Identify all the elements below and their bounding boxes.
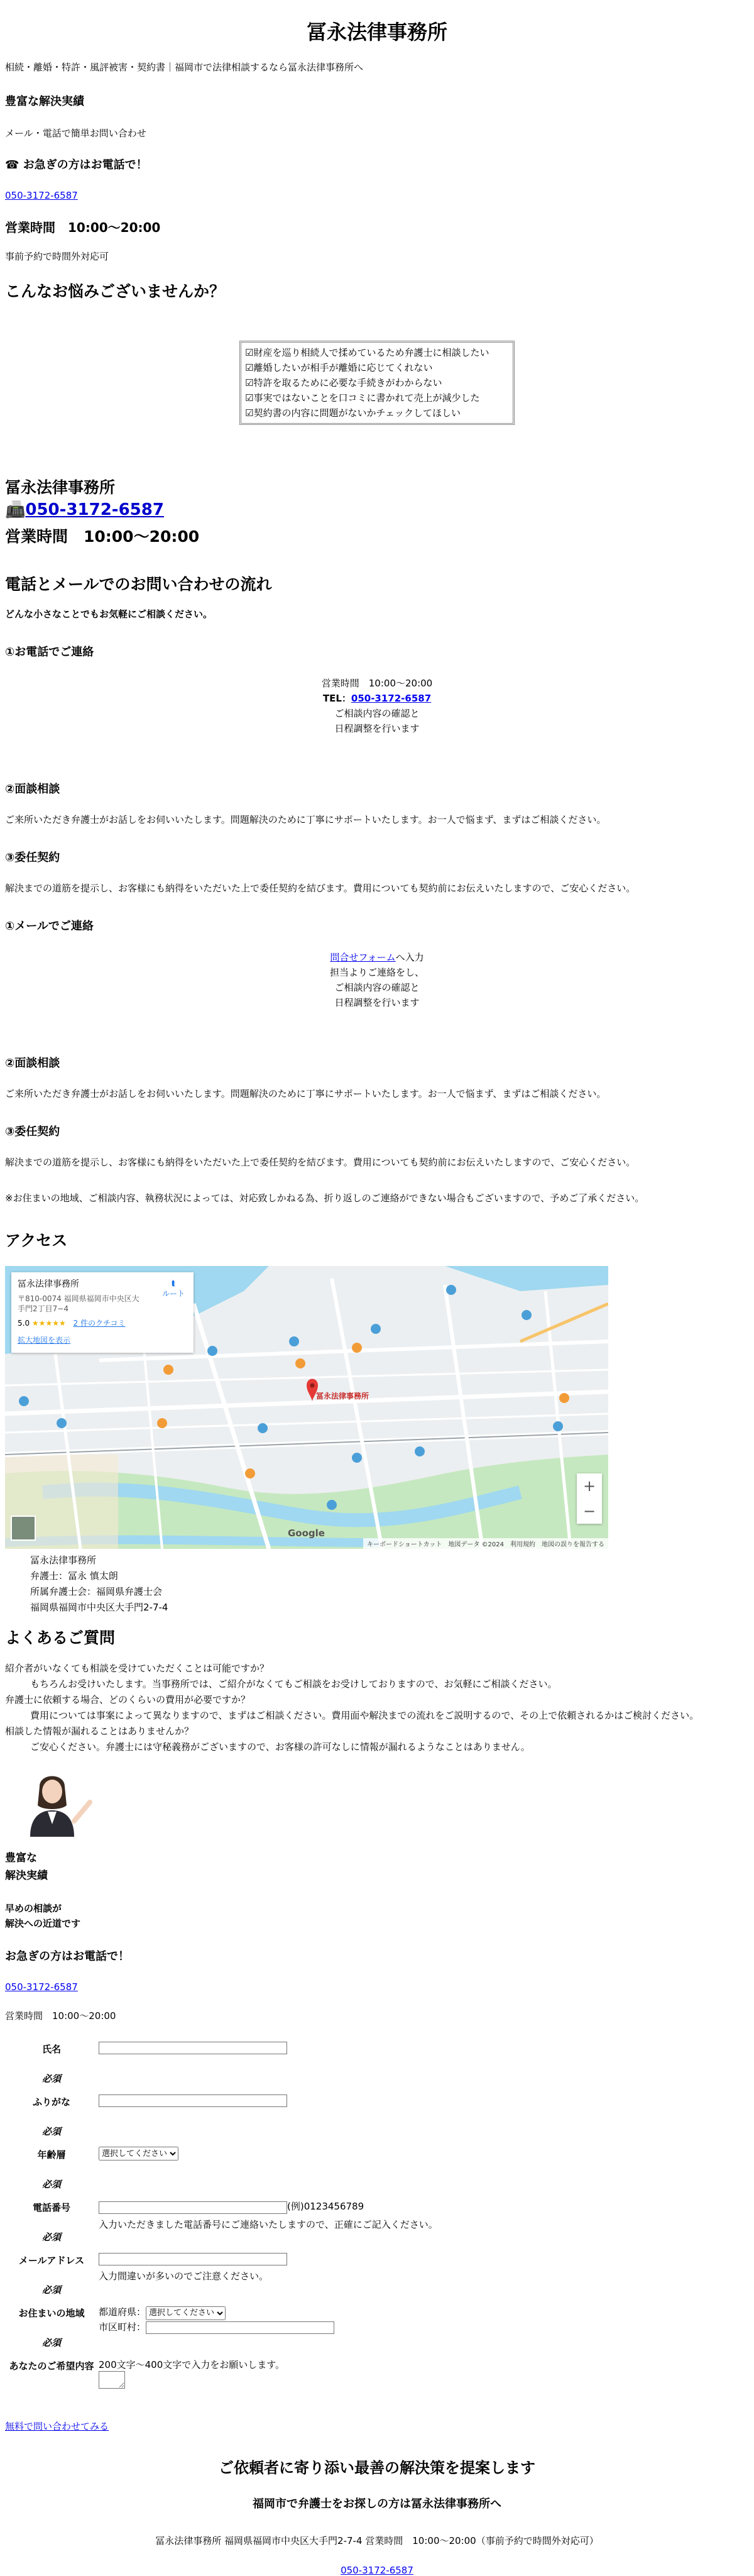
faq-answer: ご安心ください。弁護士には守秘義務がございますので、お客様の許可なしに情報が漏れるようなことはありません。 [30, 1741, 530, 1753]
map-card-title: 冨永法律事務所 [18, 1279, 79, 1289]
side-urgent: お急ぎの方はお電話で！ [5, 1950, 129, 1963]
phone-step-3: ③委任契約 [5, 851, 60, 864]
urgent-heading: ☎ お急ぎの方はお電話で！ [5, 158, 148, 172]
name-input[interactable] [99, 2042, 287, 2054]
city-input[interactable] [146, 2321, 334, 2334]
city-label: 市区町村： [99, 2321, 146, 2333]
center-phone-link[interactable]: 050-3172-6587 [351, 693, 432, 704]
worries-box [239, 341, 515, 425]
pref-label: 都道府県： [99, 2306, 146, 2318]
star-icon: ★★★★★ [31, 1319, 66, 1328]
footer [5, 2455, 749, 2576]
faq-list [5, 1661, 749, 1755]
footer-headline: ご依頼者に寄り添い最善の解決策を提案します [219, 2459, 535, 2477]
inquiry-form-link[interactable]: 問合せフォーム [330, 952, 396, 963]
map-footer[interactable]: キーボードショートカット 地図データ ©2024 利用規約 地図の誤りを報告する [363, 1538, 608, 1549]
zoom-out-button[interactable]: − [582, 1502, 596, 1520]
request-hint: 200文字〜400文字で入力をお願いします。 [99, 2359, 285, 2370]
email-input[interactable] [99, 2253, 287, 2265]
required-badge: 必須 [41, 2284, 61, 2296]
required-badge: 必須 [41, 2337, 61, 2348]
map-rating-value: 5.0 [18, 1319, 30, 1328]
phone-center-hours: 営業時間 10:00〜20:00 [321, 678, 433, 689]
required-badge: 必須 [41, 2179, 61, 2190]
tagline: 相続・離婚・特許・風評被害・契約書｜福岡市で法律相談するなら冨永法律事務所へ [5, 62, 364, 73]
page [0, 16, 754, 2576]
tel-example: (例)0123456789 [287, 2201, 364, 2212]
footer-sub: 福岡市で弁護士をお探しの方は冨永法律事務所へ [253, 2497, 501, 2511]
phone-contact-info [5, 676, 749, 736]
flow-heading: 電話とメールでのお問い合わせの流れ [5, 575, 272, 593]
flow-lead: どんな小さなことでもお気軽にご相談ください。 [5, 608, 213, 620]
office-info-line: 冨永法律事務所 [30, 1555, 97, 1566]
contact-form [5, 2039, 440, 2409]
side-phone-link[interactable]: 050-3172-6587 [5, 1981, 78, 1993]
mail-center-l2: 担当よりご連絡をし、 [329, 967, 424, 978]
worries-heading: こんなお悩みございませんか？ [5, 282, 226, 300]
form-label-area: お住まいの地域 必須 [6, 2304, 97, 2355]
access-heading: アクセス [5, 1231, 68, 1250]
directions-icon: ⮬ [171, 1279, 176, 1287]
form-label-request: あなたのご希望内容 [9, 2360, 94, 2372]
worry-item: ☑財産を巡り相続人で揉めているため弁護士に相談したい [245, 347, 489, 358]
intro-phone-link[interactable]: 050-3172-6587 [5, 190, 78, 201]
mail-center-l3: ご相談内容の確認と [334, 982, 420, 993]
mail-center-l4: 日程調整を行います [334, 997, 420, 1008]
office-phone-link[interactable]: 050-3172-6587 [25, 500, 164, 519]
side-sub-l2: 解決への近道です [5, 1918, 81, 1929]
faq-question: 弁護士に依頼する場合、どのくらいの費用が必要ですか？ [5, 1694, 251, 1705]
required-badge: 必須 [41, 2073, 61, 2084]
tel-label: TEL： [322, 693, 351, 704]
map-card-rating-row [18, 1318, 187, 1328]
map-card-address: 〒810-0074 福岡県福岡市中央区大手門2丁目7−4 [18, 1294, 139, 1313]
map-route-label: ルート [161, 1289, 185, 1298]
faq-question: 紹介者がいなくても相談を受けていただくことは可能ですか？ [5, 1663, 270, 1674]
google-map[interactable] [5, 1266, 608, 1549]
required-badge: 必須 [41, 2232, 61, 2243]
map-route-button[interactable] [162, 1279, 185, 1299]
site-title: 冨永法律事務所 [306, 20, 447, 44]
google-logo: Google [288, 1527, 325, 1539]
side-sub-l1: 早めの相談が [5, 1903, 62, 1914]
request-textarea[interactable] [99, 2371, 125, 2389]
age-select[interactable] [99, 2147, 178, 2160]
worry-item: ☑特許を取るために必要な手続きがわからない [245, 377, 442, 388]
results-heading: 豊富な解決実績 [5, 95, 84, 108]
intro-hours: 営業時間 10:00〜20:00 [5, 220, 161, 235]
office-name: 冨永法律事務所 [5, 478, 116, 497]
office-info-line: 福岡県福岡市中央区大手門2-7-4 [30, 1602, 168, 1613]
worry-item: ☑事実ではないことを口コミに書かれて売上が減少した [245, 392, 480, 404]
side-advice [5, 1901, 749, 1931]
tel-input[interactable] [99, 2201, 287, 2214]
map-zoom-control [577, 1473, 602, 1524]
footer-address: 冨永法律事務所 福岡県福岡市中央区大手門2-7-4 営業時間 10:00〜20:00（事前予約で時間外対応可） [155, 2535, 599, 2546]
contact-notice: ※お住まいの地域、ご相談内容、執務状況によっては、対応致しかねる為、折り返しのご連絡ができない場合もございますので、予めご了承ください。 [5, 1192, 645, 1204]
phone-step-2: ②面談相談 [5, 783, 60, 796]
worry-item: ☑契約書の内容に問題がないかチェックしてほしい [245, 407, 461, 419]
mail-step-1: ①メールでご連絡 [5, 920, 94, 933]
form-label-age: 年齢層 必須 [6, 2145, 97, 2197]
mail-step-3: ③委任契約 [5, 1125, 60, 1138]
mail-step-2: ②面談相談 [5, 1057, 60, 1070]
prefecture-select[interactable] [146, 2306, 226, 2320]
tel-hint: 入力いただきました電話番号にご連絡いたしますので、正確にご記入ください。 [99, 2218, 438, 2230]
phone-step-1: ①お電話でご連絡 [5, 646, 94, 659]
worry-item: ☑離婚したいが相手が離婚に応じてくれない [245, 362, 433, 373]
kana-input[interactable] [99, 2094, 287, 2107]
map-info-card [11, 1272, 194, 1353]
map-pin-label: 冨永法律事務所 [316, 1392, 369, 1401]
phone-step-2-text: ご来所いただき弁護士がお話しをお伺いいたします。問題解決のために丁寧にサポートいたします。お一人で悩まず、まずはご相談ください。 [5, 814, 606, 825]
office-tel [5, 500, 749, 519]
fax-phone-icon: 📠 [5, 500, 26, 519]
phone-center-l4: 日程調整を行います [334, 723, 420, 734]
footer-phone-link[interactable]: 050-3172-6587 [341, 2565, 413, 2576]
map-enlarge-link[interactable]: 拡大地図を表示 [18, 1336, 71, 1345]
side-strong-l1: 豊富な [5, 1852, 37, 1864]
mail-hint: 入力間違いが多いのでご注意ください。 [99, 2270, 269, 2282]
form-label-kana: ふりがな 必須 [6, 2093, 97, 2144]
side-hours: 営業時間 10:00〜20:00 [5, 2010, 116, 2022]
form-label-name: 氏名 必須 [6, 2040, 97, 2091]
office-info-line: 所属弁護士会：福岡県弁護士会 [30, 1586, 163, 1597]
mail-contact-info [5, 950, 749, 1010]
zoom-in-button[interactable]: + [582, 1477, 596, 1495]
faq-answer: 費用については事案によって異なりますので、まずはご相談ください。費用面や解決までの流れをご説明するので、その上で依頼されるかはご検討ください。 [30, 1710, 699, 1721]
hours-note: 事前予約で時間外対応可 [5, 251, 109, 262]
consultant-photo [11, 1768, 99, 1837]
office-info [30, 1553, 749, 1616]
required-badge: 必須 [41, 2126, 61, 2137]
office-hours: 営業時間 10:00〜20:00 [5, 527, 200, 546]
map-reviews-link[interactable]: 2 件のクチコミ [73, 1319, 126, 1328]
faq-heading: よくあるご質問 [5, 1629, 116, 1647]
submit-link[interactable]: 無料で問い合わせてみる [5, 2421, 109, 2432]
faq-answer: もちろんお受けいたします。当事務所では、ご紹介がなくてもご相談をお受けしておりますので、お気軽にご相談ください。 [30, 1678, 557, 1690]
phone-center-l3: ご相談内容の確認と [334, 708, 420, 719]
side-strong-l2: 解決実績 [5, 1869, 48, 1882]
contact-line: メール・電話で簡単お問い合わせ [5, 128, 146, 139]
office-info-line: 弁護士：冨永 慎太朗 [30, 1570, 118, 1582]
form-label-mail: メールアドレス 必須 [6, 2251, 97, 2303]
form-label-tel: 電話番号 必須 [6, 2198, 97, 2250]
mail-step-2-text: ご来所いただき弁護士がお話しをお伺いいたします。問題解決のために丁寧にサポートいたします。お一人で悩まず、まずはご相談ください。 [5, 1088, 606, 1099]
mail-step-3-text: 解決までの道筋を提示し、お客様にも納得をいただいた上で委任契約を結びます。費用についても契約前にお伝えいたしますので、ご安心ください。 [5, 1157, 636, 1168]
faq-question: 相談した情報が漏れることはありませんか？ [5, 1726, 194, 1737]
phone-step-3-text: 解決までの道筋を提示し、お客様にも納得をいただいた上で委任契約を結びます。費用についても契約前にお伝えいたしますので、ご安心ください。 [5, 883, 636, 894]
inquiry-form-suffix: へ入力 [395, 952, 424, 963]
side-results [5, 1849, 749, 1885]
